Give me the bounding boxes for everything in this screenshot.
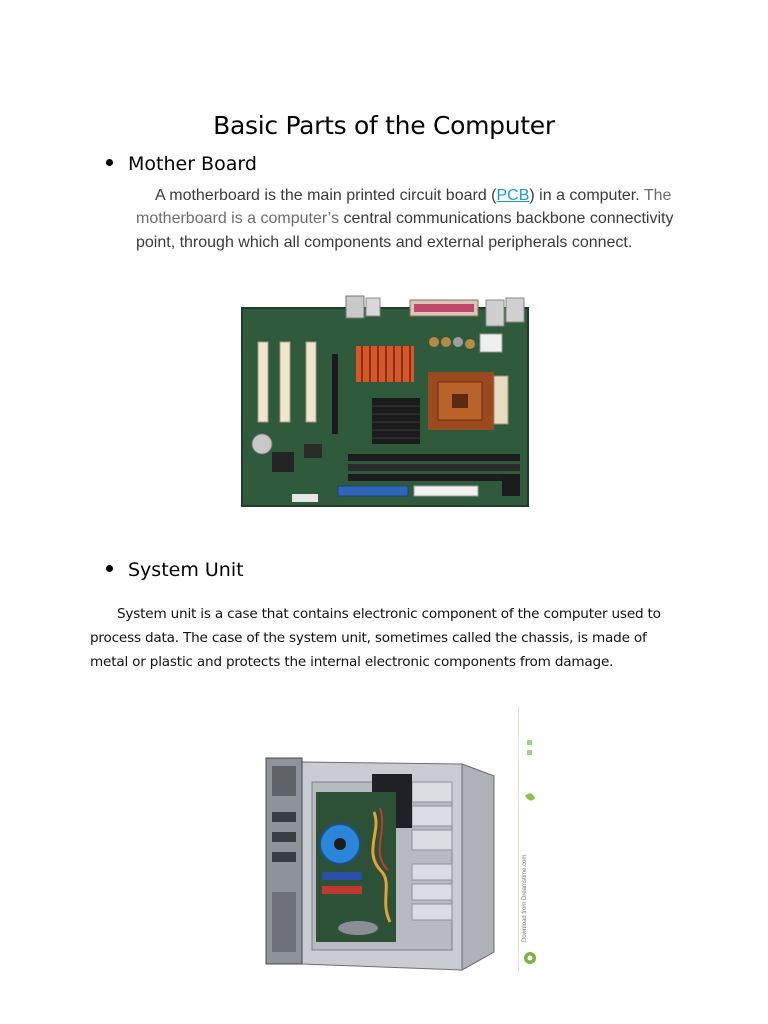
watermark-strip <box>518 706 541 972</box>
bullet-icon <box>106 159 113 166</box>
motherboard-image <box>238 294 532 508</box>
bullet-icon <box>106 565 113 572</box>
section-heading-motherboard <box>106 153 257 175</box>
heading-text: System Unit <box>128 559 244 581</box>
para-text-1: A motherboard is the main printed circuit board ( <box>155 187 497 204</box>
system-unit-paragraph <box>90 602 680 674</box>
para-text-4: central communications backbone connectivity point, through which all components and external peripherals connect. <box>136 210 674 251</box>
motherboard-paragraph <box>136 184 696 254</box>
para-text: System unit is a case that contains electronic component of the computer used to process data. The case of the system unit, sometimes called the chassis, is made of metal or plastic and protects the internal electronic components from damage. <box>90 606 661 670</box>
pcb-link[interactable]: PCB <box>496 187 530 204</box>
watermark-text: Download from Dreamstime.com <box>522 854 528 942</box>
section-heading-system-unit <box>106 559 244 581</box>
heading-text: Mother Board <box>128 153 257 175</box>
system-unit-image <box>262 752 498 974</box>
page-title: Basic Parts of the Computer <box>213 110 555 140</box>
para-text-2: ) in a computer. <box>529 187 644 204</box>
para-text-3: The motherboard is a computer’s <box>136 187 672 228</box>
